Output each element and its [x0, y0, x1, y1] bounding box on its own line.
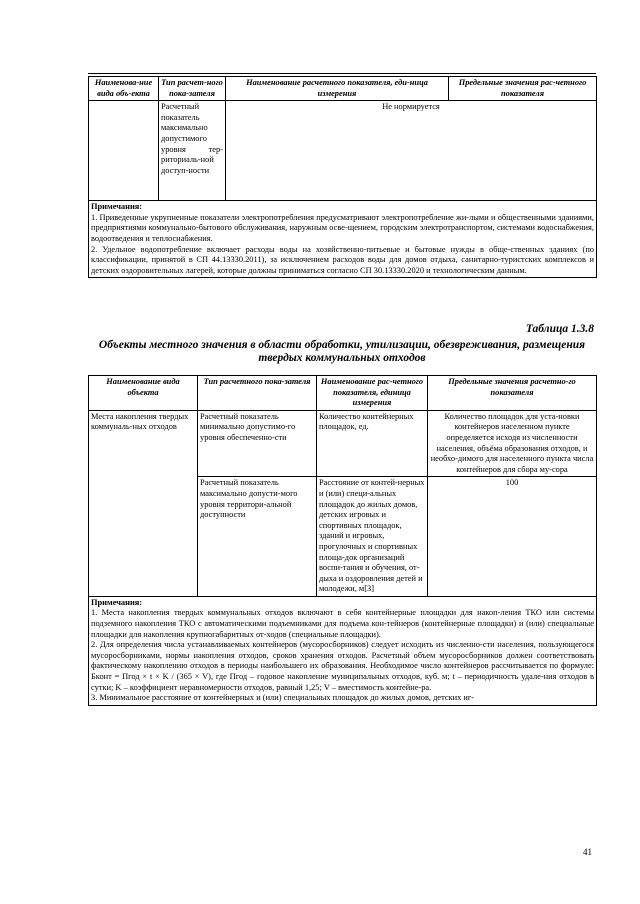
- value-cell: Не нормируется: [226, 101, 597, 201]
- notes-title: Примечания:: [91, 202, 143, 212]
- value-cell: 100: [428, 477, 597, 597]
- notes-title: Примечания:: [91, 597, 143, 607]
- object-cell: [89, 101, 159, 201]
- table-continuation: [88, 76, 597, 278]
- table-header-row: [89, 376, 597, 411]
- col-header-limit: Предельные значения расчетно-го показателя: [428, 376, 597, 411]
- notes-row: [89, 596, 597, 705]
- note-item: 1. Приведенные укрупненные показатели электропотребления предусматривают электропотребление жи-лыми и общественными зданиями, предприятиями коммунально-бытового обслуживания, наружным осве-щением, городским электротранспортом, системами водоснабжения, водоотведения и теплоснабжения.: [91, 212, 594, 243]
- note-item: 1. Места накопления твердых коммунальных отходов включают в себя контейнерные площадки для накоп-ления ТКО или системы подземного накопления ТКО с автоматическими подъемниками для подъема кон-тейнеров (контейнерные площадки) и (или) специальные площадки для накопления крупногабаритных от-ходов (специальные площадки).: [91, 608, 594, 639]
- notes-row: [89, 201, 597, 278]
- notes-cell: [89, 596, 597, 705]
- indicator-cell: Расстояние от контей-нерных и (или) специ-альных площадок до жилых домов, детских игровых и спортивных площадок, зданий и игровых, прогулочных и спортивных площа-док организаций воспи-тания и обучения, от-дыха и оздоровления детей и молодежи, м[3]: [317, 477, 428, 597]
- page-number: 41: [583, 847, 592, 857]
- table-header-row: [89, 77, 597, 101]
- value-cell: Количество площадок для уста-новки контейнеров населенном пункте определяется исходя из численности населения, объёма образования отходов, и необхо-димого для населенного пункта числа контейнеров для сбора му-сора: [428, 410, 597, 477]
- col-header-name: Наименование рас-четного показателя, единица измерения: [317, 376, 428, 411]
- col-header-type: Тип расчетного пока-зателя: [198, 376, 317, 411]
- top-rule: [88, 73, 596, 74]
- type-cell: Расчетный показатель минимально допустимо-го уровня обеспеченно-сти: [198, 410, 317, 477]
- indicator-cell: Количество контейнерных площадок, ед.: [317, 410, 428, 477]
- col-header-type: Тип расчет-ного пока-зателя: [159, 77, 226, 101]
- note-item: 2. Удельное водопотребление включает расходы воды на хозяйственно-питьевые и бытовые нужды в обще-ственных зданиях (по классификации, принятой в СП 44.13330.2011), за исключением расходов воды для домов отдыха, санитарно-туристских комплексов и детских оздоровительных лагерей, которые должны приниматься согласно СП 30.13330.2020 и технологическим данным.: [91, 244, 594, 275]
- note-item: 2. Для определения числа устанавливаемых контейнеров (мусоросборников) следует исходить из численно-сти населения, пользующегося мусоросборниками, нормы накопления отходов, сроков хранения отходов. Расчетный объем мусоросборников должен соответствовать фактическому накоплению отходов в периоды наибольшего их образования. Необходимое число контейнеров рассчитывается по формуле: Бконт = Пгод × t × K / (365 × V), где Пгод – годовое накопление муниципальных отходов, куб. м; t – периодичность удале-ния отходов в сутки; K – коэффициент неравномерности отходов, равный 1,25; V – вместимость контейне-ра.: [91, 640, 594, 692]
- note-item: 3. Минимальное расстояние от контейнерных и (или) специальных площадок до жилых домов, детских иг-: [91, 693, 475, 703]
- type-cell: Расчетный показатель максимально допустимого уровня тер-риториаль-ной доступ-ности: [159, 101, 226, 201]
- object-cell: Места накопления твердых коммуналь-ных отходов: [89, 410, 198, 596]
- col-header-object: Наименование вида объекта: [89, 376, 198, 411]
- col-header-object: Наименова-ние вида объ-екта: [89, 77, 159, 101]
- col-header-name: Наименование расчетного показателя, еди-ница измерения: [226, 77, 449, 101]
- table-title: Объекты местного значения в области обработки, утилизации, обезвреживания, размещения твердых коммунальных отходов: [98, 339, 586, 364]
- table-waste: [88, 375, 597, 706]
- col-header-limit: Предельные значения рас-четного показателя: [449, 77, 597, 101]
- table-row: [89, 410, 597, 477]
- table-number: Таблица 1.3.8: [525, 323, 594, 335]
- notes-cell: [89, 201, 597, 278]
- table-row: [89, 101, 597, 201]
- type-cell: Расчетный показатель максимально допусти-мого уровня территори-альной доступности: [198, 477, 317, 597]
